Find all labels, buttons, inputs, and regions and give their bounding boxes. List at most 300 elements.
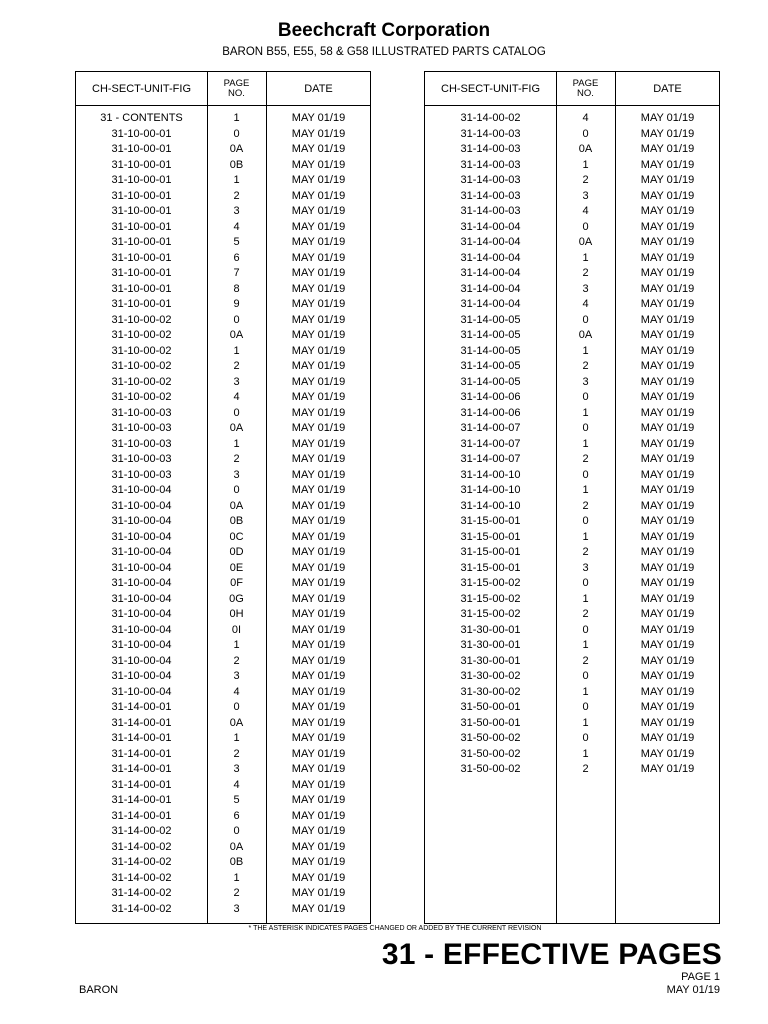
cell-page: 0 [582,701,589,713]
cell-fig: 31-10-00-01 [111,174,172,186]
cell-fig: 31-14-00-06 [460,406,521,419]
cell-fig: 31-10-00-03 [111,437,172,450]
cell-date: MAY 01/19 [640,267,695,279]
cell-page: 0A [229,422,244,434]
cell-page: 3 [233,375,240,388]
cell-fig: 31-10-00-02 [111,329,172,341]
table-row [76,282,370,298]
cell-date: MAY 01/19 [291,530,346,543]
cell-page: 0D [229,546,244,558]
cell-date: MAY 01/19 [640,546,695,558]
cell-date: MAY 01/19 [291,236,346,248]
cell-date: MAY 01/19 [291,174,346,186]
table-row [425,576,719,592]
table-row [425,514,719,530]
cell-date: MAY 01/19 [640,639,695,651]
cell-date: MAY 01/19 [640,716,695,729]
cell-page: 1 [582,437,589,450]
cell-date: MAY 01/19 [640,608,695,620]
table-row [76,483,370,499]
table-row [76,638,370,654]
effective-pages-table-left [75,71,371,924]
table-row [425,204,719,220]
table-row [425,762,719,778]
cell-date: MAY 01/19 [640,577,695,589]
column-header-page [207,72,266,105]
cell-date: MAY 01/19 [640,220,695,233]
table-row [76,328,370,344]
table-row [425,328,719,344]
cell-date: MAY 01/19 [640,701,695,713]
cell-date: MAY 01/19 [640,732,695,744]
table-row [76,204,370,220]
table-row [76,592,370,608]
cell-fig: 31-15-00-01 [460,530,521,543]
cell-fig: 31-14-00-04 [460,251,521,264]
cell-fig: 31-14-00-04 [460,282,521,295]
column-header-page-line2: NO. [228,87,245,99]
cell-date: MAY 01/19 [291,577,346,589]
cell-date: MAY 01/19 [640,515,695,527]
table-row [425,142,719,158]
cell-page: 2 [233,453,240,465]
cell-page: 1 [233,437,240,450]
cell-date: MAY 01/19 [291,127,346,140]
cell-page: 2 [582,546,589,558]
table-row [425,545,719,561]
cell-date: MAY 01/19 [291,391,346,403]
table-row [76,530,370,546]
cell-date: MAY 01/19 [640,112,695,124]
cell-fig: 31-14-00-02 [111,887,172,899]
cell-page: 5 [233,236,240,248]
cell-date: MAY 01/19 [291,360,346,372]
table-row [76,871,370,887]
cell-fig: 31-14-00-03 [460,174,521,186]
cell-page: 0I [231,623,242,636]
cell-date: MAY 01/19 [640,561,695,574]
cell-fig: 31-14-00-06 [460,391,521,403]
cell-fig: 31-10-00-04 [111,639,172,651]
cell-date: MAY 01/19 [640,453,695,465]
table-row [76,421,370,437]
cell-date: MAY 01/19 [640,329,695,341]
cell-page: 0A [229,143,244,155]
cell-date: MAY 01/19 [291,701,346,713]
cell-fig: 31-14-00-05 [460,360,521,372]
cell-fig: 31-10-00-03 [111,422,172,434]
cell-date: MAY 01/19 [640,236,695,248]
cell-date: MAY 01/19 [291,809,346,822]
cell-page: 2 [582,654,589,667]
cell-page: 2 [233,189,240,202]
table-row [425,592,719,608]
table-row [425,638,719,654]
cell-date: MAY 01/19 [640,654,695,667]
cell-fig: 31-14-00-01 [111,747,172,760]
cell-page: 0 [233,484,240,496]
page-date: MAY 01/19 [666,984,720,996]
cell-date: MAY 01/19 [640,530,695,543]
table-row [425,499,719,515]
cell-date: MAY 01/19 [640,143,695,155]
cell-page: 3 [233,902,240,915]
cell-page: 4 [233,220,240,233]
cell-fig: 31-14-00-01 [111,809,172,822]
cell-fig: 31-14-00-01 [111,794,172,806]
cell-page: 2 [582,763,589,775]
table-row [76,189,370,205]
table-row [76,840,370,856]
cell-date: MAY 01/19 [640,763,695,775]
cell-page: 1 [582,158,589,171]
cell-page: 3 [233,670,240,682]
cell-fig: 31-14-00-07 [460,422,521,434]
column-header-fig: CH-SECT-UNIT-FIG [92,82,191,95]
cell-page: 2 [233,747,240,760]
cell-fig: 31-10-00-02 [111,313,172,326]
cell-date: MAY 01/19 [291,422,346,434]
cell-fig: 31-14-00-01 [111,716,172,729]
cell-fig: 31-10-00-04 [111,561,172,574]
effective-pages-table-right [424,71,720,924]
cell-fig: 31-14-00-05 [460,344,521,357]
cell-fig: 31-15-00-01 [460,561,521,574]
section-title: 31 - EFFECTIVE PAGES [381,938,722,971]
cell-page: 1 [582,530,589,543]
cell-fig: 31-14-00-04 [460,267,521,279]
cell-fig: 31-14-00-04 [460,236,521,248]
cell-fig: 31-10-00-01 [111,282,172,295]
table-row [425,359,719,375]
cell-fig: 31-14-00-05 [460,313,521,326]
cell-fig: 31-10-00-04 [111,484,172,496]
cell-page: 1 [233,112,240,124]
cell-page: 0 [582,577,589,589]
table-row [425,654,719,670]
table-row [76,793,370,809]
cell-page: 2 [233,654,240,667]
cell-page: 1 [233,344,240,357]
revision-note: * THE ASTERISK INDICATES PAGES CHANGED OR ADDED BY THE CURRENT REVISION [248,925,542,932]
cell-page: 1 [582,251,589,264]
cell-fig: 31-15-00-02 [460,577,521,589]
cell-date: MAY 01/19 [291,189,346,202]
cell-fig: 31-10-00-04 [111,685,172,698]
cell-page: 1 [582,406,589,419]
cell-date: MAY 01/19 [291,623,346,636]
cell-date: MAY 01/19 [640,282,695,295]
cell-fig: 31-10-00-03 [111,406,172,419]
table-row [76,127,370,143]
cell-fig: 31-14-00-03 [460,205,521,217]
cell-fig: 31-10-00-01 [111,127,172,140]
cell-fig: 31-14-00-03 [460,189,521,202]
table-row [425,235,719,251]
cell-date: MAY 01/19 [291,205,346,217]
cell-page: 0F [230,577,243,589]
column-header-date: DATE [653,82,682,95]
document-subtitle: BARON B55, E55, 58 & G58 ILLUSTRATED PARTS CATALOG [222,46,546,58]
cell-page: 3 [233,468,240,481]
table-row [76,111,370,127]
column-header-page-line2: NO. [577,87,594,99]
cell-date: MAY 01/19 [640,437,695,450]
cell-page: 4 [233,685,240,698]
table-row [425,406,719,422]
cell-date: MAY 01/19 [640,747,695,760]
table-row [425,282,719,298]
table-row [76,824,370,840]
cell-fig: 31-14-00-02 [111,902,172,915]
cell-fig: 31-14-00-07 [460,453,521,465]
cell-page: 0A [578,143,593,155]
cell-page: 3 [582,282,589,295]
cell-page: 3 [233,763,240,775]
cell-date: MAY 01/19 [640,623,695,636]
cell-page: 0A [229,499,244,512]
column-header-page-line1: PAGE [223,77,250,89]
cell-date: MAY 01/19 [640,406,695,419]
cell-page: 3 [582,561,589,574]
cell-fig: 31-10-00-01 [111,158,172,171]
cell-page: 1 [233,174,240,186]
cell-page: 0C [229,530,244,543]
table-row [76,778,370,794]
cell-date: MAY 01/19 [640,391,695,403]
table-row [425,220,719,236]
cell-date: MAY 01/19 [291,437,346,450]
cell-fig: 31-14-00-02 [111,840,172,853]
cell-date: MAY 01/19 [640,375,695,388]
cell-fig: 31-10-00-04 [111,670,172,682]
cell-page: 6 [233,809,240,822]
cell-fig: 31-10-00-02 [111,391,172,403]
cell-page: 2 [582,174,589,186]
cell-fig: 31-10-00-01 [111,298,172,310]
cell-page: 4 [582,205,589,217]
table-row [76,251,370,267]
cell-date: MAY 01/19 [291,716,346,729]
cell-page: 0A [578,329,593,341]
table-row [76,359,370,375]
table-row [76,313,370,329]
cell-date: MAY 01/19 [640,468,695,481]
cell-page: 0 [582,313,589,326]
cell-fig: 31-14-00-01 [111,732,172,744]
cell-fig: 31-10-00-01 [111,267,172,279]
cell-fig: 31-14-00-03 [460,158,521,171]
table-row [425,375,719,391]
cell-date: MAY 01/19 [640,127,695,140]
table-row [76,607,370,623]
cell-fig: 31-14-00-10 [460,468,521,481]
cell-date: MAY 01/19 [291,313,346,326]
cell-fig: 31-10-00-04 [111,499,172,512]
cell-fig: 31-10-00-01 [111,220,172,233]
cell-fig: 31-30-00-01 [460,654,521,667]
page-number: PAGE 1 [681,971,720,983]
table-row [76,266,370,282]
cell-page: 3 [582,375,589,388]
cell-page: 1 [233,871,240,884]
cell-date: MAY 01/19 [291,685,346,698]
cell-page: 8 [233,282,240,295]
cell-page: 4 [233,391,240,403]
cell-page: 3 [233,205,240,217]
cell-date: MAY 01/19 [640,298,695,310]
table-row [425,437,719,453]
table-row [76,390,370,406]
table-header [425,72,719,106]
cell-page: 0 [582,127,589,140]
cell-page: 0 [582,623,589,636]
cell-fig: 31-15-00-01 [460,515,521,527]
cell-fig: 31-10-00-01 [111,251,172,264]
cell-fig: 31-10-00-04 [111,654,172,667]
table-row [76,514,370,530]
table-row [76,297,370,313]
table-row [425,344,719,360]
table-row [76,747,370,763]
cell-date: MAY 01/19 [291,608,346,620]
cell-page: 0 [233,127,240,140]
cell-page: 0 [233,406,240,419]
cell-page: 0 [233,701,240,713]
cell-date: MAY 01/19 [291,220,346,233]
cell-fig: 31-50-00-01 [460,701,521,713]
cell-page: 0B [229,856,244,868]
table-row [76,576,370,592]
table-row [76,669,370,685]
cell-date: MAY 01/19 [291,887,346,899]
cell-date: MAY 01/19 [640,592,695,605]
cell-date: MAY 01/19 [640,499,695,512]
table-row [76,452,370,468]
cell-date: MAY 01/19 [291,732,346,744]
cell-fig: 31-14-00-01 [111,763,172,775]
table-row [76,855,370,871]
cell-date: MAY 01/19 [640,158,695,171]
cell-fig: 31-10-00-04 [111,623,172,636]
cell-date: MAY 01/19 [291,468,346,481]
cell-page: 5 [233,794,240,806]
cell-page: 0 [582,422,589,434]
cell-fig: 31-10-00-02 [111,360,172,372]
cell-date: MAY 01/19 [291,871,346,884]
cell-date: MAY 01/19 [640,685,695,698]
cell-page: 1 [233,639,240,651]
cell-fig: 31-14-00-03 [460,143,521,155]
cell-fig: 31-30-00-01 [460,623,521,636]
cell-fig: 31-10-00-01 [111,143,172,155]
cell-date: MAY 01/19 [291,282,346,295]
table-row [425,390,719,406]
cell-fig: 31-14-00-02 [111,871,172,884]
cell-page: 0A [578,236,593,248]
cell-date: MAY 01/19 [291,515,346,527]
cell-date: MAY 01/19 [291,856,346,868]
table-row [76,235,370,251]
cell-fig: 31-14-00-02 [460,112,521,124]
cell-date: MAY 01/19 [291,375,346,388]
cell-fig: 31-10-00-01 [111,189,172,202]
cell-fig: 31-14-00-05 [460,329,521,341]
cell-date: MAY 01/19 [640,484,695,496]
cell-fig: 31-14-00-02 [111,856,172,868]
table-row [425,313,719,329]
table-row [76,499,370,515]
cell-fig: 31-14-00-03 [460,127,521,140]
cell-page: 1 [233,732,240,744]
table-row [76,375,370,391]
column-header-date: DATE [304,82,333,95]
cell-date: MAY 01/19 [640,205,695,217]
cell-page: 0H [229,608,244,620]
cell-date: MAY 01/19 [291,298,346,310]
table-row [76,158,370,174]
cell-date: MAY 01/19 [640,670,695,682]
column-header-page [556,72,615,105]
table-row [425,421,719,437]
table-row [76,902,370,918]
cell-fig: 31-10-00-04 [111,530,172,543]
table-row [76,700,370,716]
cell-fig: 31-30-00-01 [460,639,521,651]
cell-fig: 31 - CONTENTS [100,112,183,124]
cell-fig: 31-14-00-10 [460,499,521,512]
cell-page: 2 [233,887,240,899]
table-body-right [425,111,719,778]
cell-date: MAY 01/19 [291,561,346,574]
cell-date: MAY 01/19 [640,422,695,434]
cell-page: 0 [582,391,589,403]
cell-fig: 31-14-00-01 [111,701,172,713]
cell-page: 4 [233,778,240,791]
cell-fig: 31-30-00-02 [460,670,521,682]
table-row [76,173,370,189]
cell-page: 1 [582,592,589,605]
table-row [425,251,719,267]
cell-page: 1 [582,344,589,357]
table-row [76,762,370,778]
table-row [76,344,370,360]
cell-date: MAY 01/19 [640,360,695,372]
cell-fig: 31-10-00-04 [111,592,172,605]
cell-date: MAY 01/19 [640,189,695,202]
cell-page: 0 [582,670,589,682]
cell-fig: 31-10-00-01 [111,236,172,248]
cell-date: MAY 01/19 [291,406,346,419]
cell-date: MAY 01/19 [291,453,346,465]
table-row [425,297,719,313]
document-title: Beechcraft Corporation [277,20,491,41]
cell-date: MAY 01/19 [291,143,346,155]
table-row [425,685,719,701]
cell-page: 2 [582,453,589,465]
cell-date: MAY 01/19 [291,778,346,791]
cell-date: MAY 01/19 [291,251,346,264]
table-row [76,142,370,158]
cell-page: 1 [582,639,589,651]
cell-fig: 31-50-00-02 [460,747,521,760]
cell-date: MAY 01/19 [291,639,346,651]
cell-fig: 31-10-00-03 [111,453,172,465]
cell-page: 0 [582,515,589,527]
cell-page: 0 [582,468,589,481]
cell-date: MAY 01/19 [291,794,346,806]
cell-page: 0B [229,515,244,527]
